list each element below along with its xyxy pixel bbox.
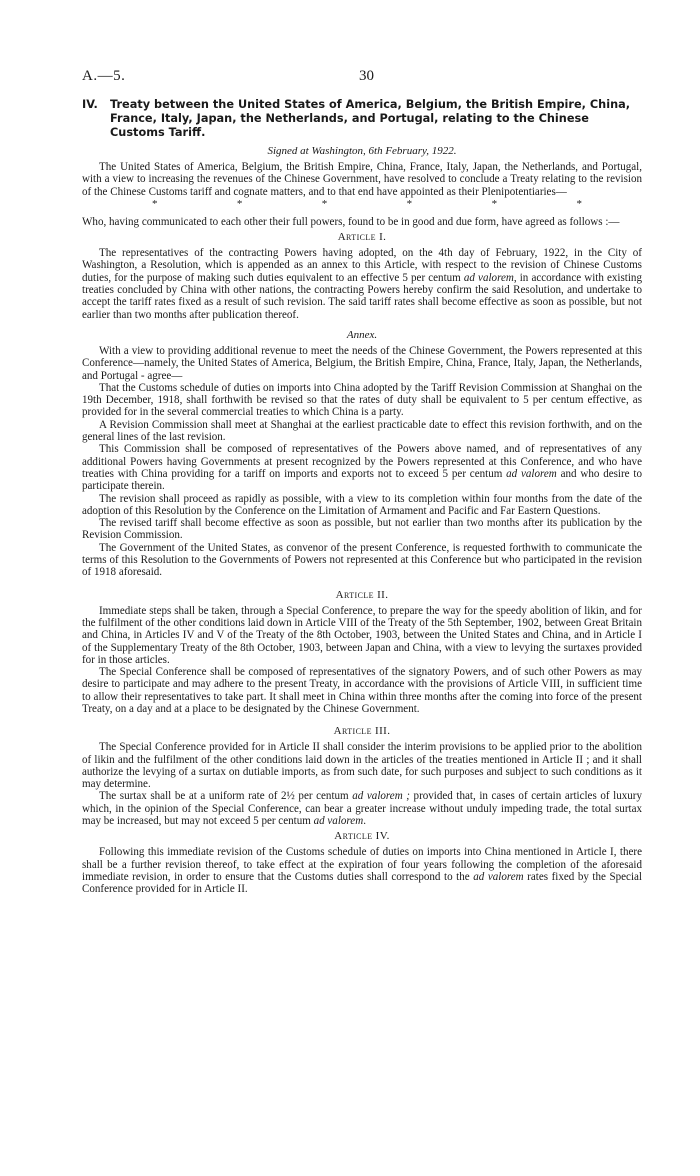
article-3-heading: Article III. xyxy=(333,725,391,738)
annex-heading: Annex. xyxy=(346,328,378,341)
annex-paragraph: The revision shall proceed as rapidly as possible, with a view to its completion within four months from the date of the adoption of this Resolution by the Conference on the Limitation of Armament and Pacific and Far Eastern Questions. xyxy=(82,492,642,517)
article-3-paragraph: The Special Conference provided for in Article II shall consider the interim provisions to be applied prior to the abolition of likin and the fulfilment of the other conditions laid down in the articles of the treaties mentioned in Article II ; and it shall authorize the levying of a surtax on dutiable imports, as from such date, for such purposes and subject to such conditions as it may determine. xyxy=(82,741,642,791)
article-1-heading: Article I. xyxy=(337,231,387,244)
running-head xyxy=(82,68,642,92)
article-1-paragraph: The representatives of the contracting Powers having adopted, on the 4th day of February, 1922, in the City of Washington, a Resolution, which is appended as an annex to this Article, with respect to the revision of Chinese Customs duties, for the purpose of making such duties equivalent to an effective 5 per centum ad valorem, in accordance with existing treaties concluded by China with other nations, the contracting Powers hereby confirm the said Resolution, and undertake to accept the tariff rates fixed as a result of such revision. The said tariff rates shall become effective as soon as possible, but not earlier than two months after publication thereof. xyxy=(82,247,642,321)
preamble-paragraph: The United States of America, Belgium, the British Empire, China, France, Italy, Japan, the Netherlands, and Portugal, with a view to increasing the revenues of the Chinese Government, have resolved to conclude a Treaty relating to the revision of the Chinese Customs tariff and cognate matters, and to that end have appointed as their Plenipotentiaries— xyxy=(82,161,642,198)
annex-paragraph: With a view to providing additional revenue to meet the needs of the Chinese Government, the Powers represented at this Conference—namely, the United States of America, Belgium, the British Empire, China, France, Italy, Japan, the Netherlands, and Portugal - agree— xyxy=(82,344,642,382)
annex-paragraph: The Government of the United States, as convenor of the present Conference, is requested forthwith to communicate the terms of this Resolution to the Governments of Powers not represented at this Conference but who participated in the revision of 1918 aforesaid. xyxy=(82,541,642,579)
article-2-heading: Article II. xyxy=(335,588,389,601)
treaty-title xyxy=(82,98,642,140)
article-2-paragraph: The Special Conference shall be composed of representatives of the signatory Powers, and of such other Powers as may desire to participate and may adhere to the present Treaty, in accordance with the provisions of Article VIII, in sufficient time to allow their representatives to take part. It shall meet in China within three months after the coming into force of the present Treaty, on a day and at a place to be designated by the Chinese Government. xyxy=(82,666,642,715)
star: * xyxy=(576,197,582,210)
article-4-heading: Article IV. xyxy=(334,830,390,843)
article-2-paragraph: Immediate steps shall be taken, through a Special Conference, to prepare the way for the speedy abolition of likin, and for the fulfilment of the other conditions laid down in Article VIII of the Treaty of the 5th September, 1902, between Great Britain and China, in Articles IV and V of the Treaty of the 8th October, 1903, between the United States and China, and in Article I of the Supplementary Treaty of the 8th October, 1903, between Japan and China, with a view to levying the surtaxes provided for in those articles. xyxy=(82,604,642,666)
article-3-paragraph: The surtax shall be at a uniform rate of 2½ per centum ad valorem ; provided that, in cases of certain articles of luxury which, in the opinion of the Special Conference, can bear a greater increase without unduly impeding trade, the total surtax may be increased, but may not exceed 5 per centum ad valorem. xyxy=(82,790,642,828)
star: * xyxy=(152,197,158,210)
star: * xyxy=(491,197,498,210)
signing-line: Signed at Washington, 6th February, 1922. xyxy=(267,145,457,157)
annex-paragraph: This Commission shall be composed of representatives of the Powers above named, and of representatives of any additional Powers having Governments at present recognized by the Powers represented at this Conference, and who have treaties with China providing for a tariff on imports and exports not to exceed 5 per centum ad valorem and who desire to participate therein. xyxy=(82,443,642,493)
document-signature: A.—5. xyxy=(82,68,126,84)
star: * xyxy=(406,197,413,210)
annex-paragraph: That the Customs schedule of duties on imports into China adopted by the Tariff Revision Commission at Shanghai on the 19th December, 1918, shall forthwith be revised so that the rates of duty shall be equivalent to 5 per centum effective, as provided for in the several commercial treaties to which China is a party. xyxy=(82,381,642,419)
annex-paragraph: The revised tariff shall become effective as soon as possible, but not earlier than two months after its publication by the Revision Commission. xyxy=(82,517,642,542)
star: * xyxy=(236,197,243,210)
page-number: 30 xyxy=(359,68,374,84)
article-4-paragraph: Following this immediate revision of the Customs schedule of duties on imports into China mentioned in Article I, there shall be a further revision thereof, to take effect at the expiration of four years following the completion of the aforesaid immediate revision, in order to ensure that the Customs duties shall correspond to the ad valorem rates fixed by the Special Conference provided for in Article II. xyxy=(82,846,642,896)
annex-paragraph: A Revision Commission shall meet at Shanghai at the earliest practicable date to effect this revision forthwith, and on the general lines of the last revision. xyxy=(82,418,642,444)
section-number: IV. xyxy=(82,98,98,111)
omission-stars xyxy=(82,198,642,210)
powers-paragraph: Who, having communicated to each other their full powers, found to be in good and due form, have agreed as follows :— xyxy=(82,215,620,228)
star: * xyxy=(321,197,328,210)
title-text: Treaty between the United States of America, Belgium, the British Empire, China, France, Italy, Japan, the Netherlands, and Portugal, relating to the Chinese Customs Tariff. xyxy=(110,98,631,139)
